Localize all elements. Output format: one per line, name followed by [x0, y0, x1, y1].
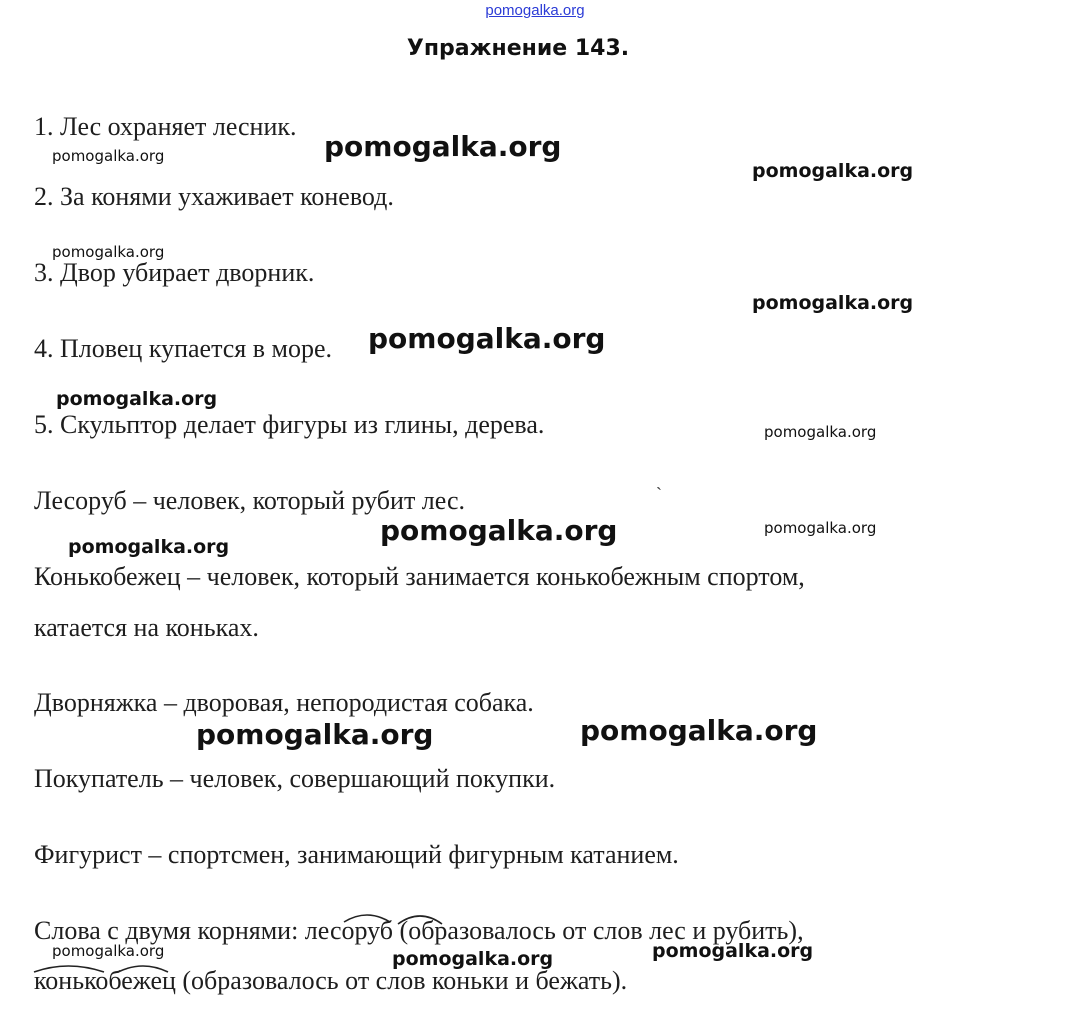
watermark: pomogalka.org [764, 519, 877, 537]
definition-konkobezhets-1: Конькобежец – человек, который занимается конькобежным спортом, [34, 562, 805, 591]
watermark: pomogalka.org [580, 714, 818, 747]
definition-figurist: Фигурист – спортсмен, занимающий фигурным катанием. [34, 840, 679, 869]
sentence-3: 3. Двор убирает дворник. [34, 258, 315, 287]
watermark: pomogalka.org [68, 536, 230, 558]
watermark: pomogalka.org [196, 718, 434, 751]
watermark: pomogalka.org [52, 243, 165, 261]
watermark: pomogalka.org [56, 388, 218, 410]
watermark: pomogalka.org [752, 292, 914, 314]
watermark: pomogalka.org [764, 423, 877, 441]
definition-konkobezhets-2: катается на коньках. [34, 613, 259, 642]
site-link[interactable]: pomogalka.org [485, 2, 585, 19]
definition-lesorub: Лесоруб – человек, который рубит лес. [34, 486, 466, 515]
watermark: pomogalka.org [52, 942, 165, 960]
sentence-5: 5. Скульптор делает фигуры из глины, дерева. [34, 410, 545, 439]
watermark: pomogalka.org [392, 948, 554, 970]
roots-line-1: Слова с двумя корнями: лесоруб (образовалось от слов лес и рубить), [34, 916, 804, 945]
watermark: pomogalka.org [652, 940, 814, 962]
page-title: Упражнение 143. [406, 36, 630, 61]
sentence-1: 1. Лес охраняет лесник. [34, 112, 297, 141]
sentence-2: 2. За конями ухаживает коневод. [34, 182, 394, 211]
roots-line-2: конькобежец (образовалось от слов коньки и бежать). [34, 966, 628, 995]
watermark: pomogalka.org [380, 514, 618, 547]
stray-mark: ` [656, 484, 662, 504]
watermark: pomogalka.org [752, 160, 914, 182]
watermark: pomogalka.org [52, 147, 165, 165]
sentence-4: 4. Пловец купается в море. [34, 334, 333, 363]
definition-pokupatel: Покупатель – человек, совершающий покупки. [34, 764, 556, 793]
watermark: pomogalka.org [324, 130, 562, 163]
watermark: pomogalka.org [368, 322, 606, 355]
definition-dvornyazhka: Дворняжка – дворовая, непородистая собака. [34, 688, 534, 717]
